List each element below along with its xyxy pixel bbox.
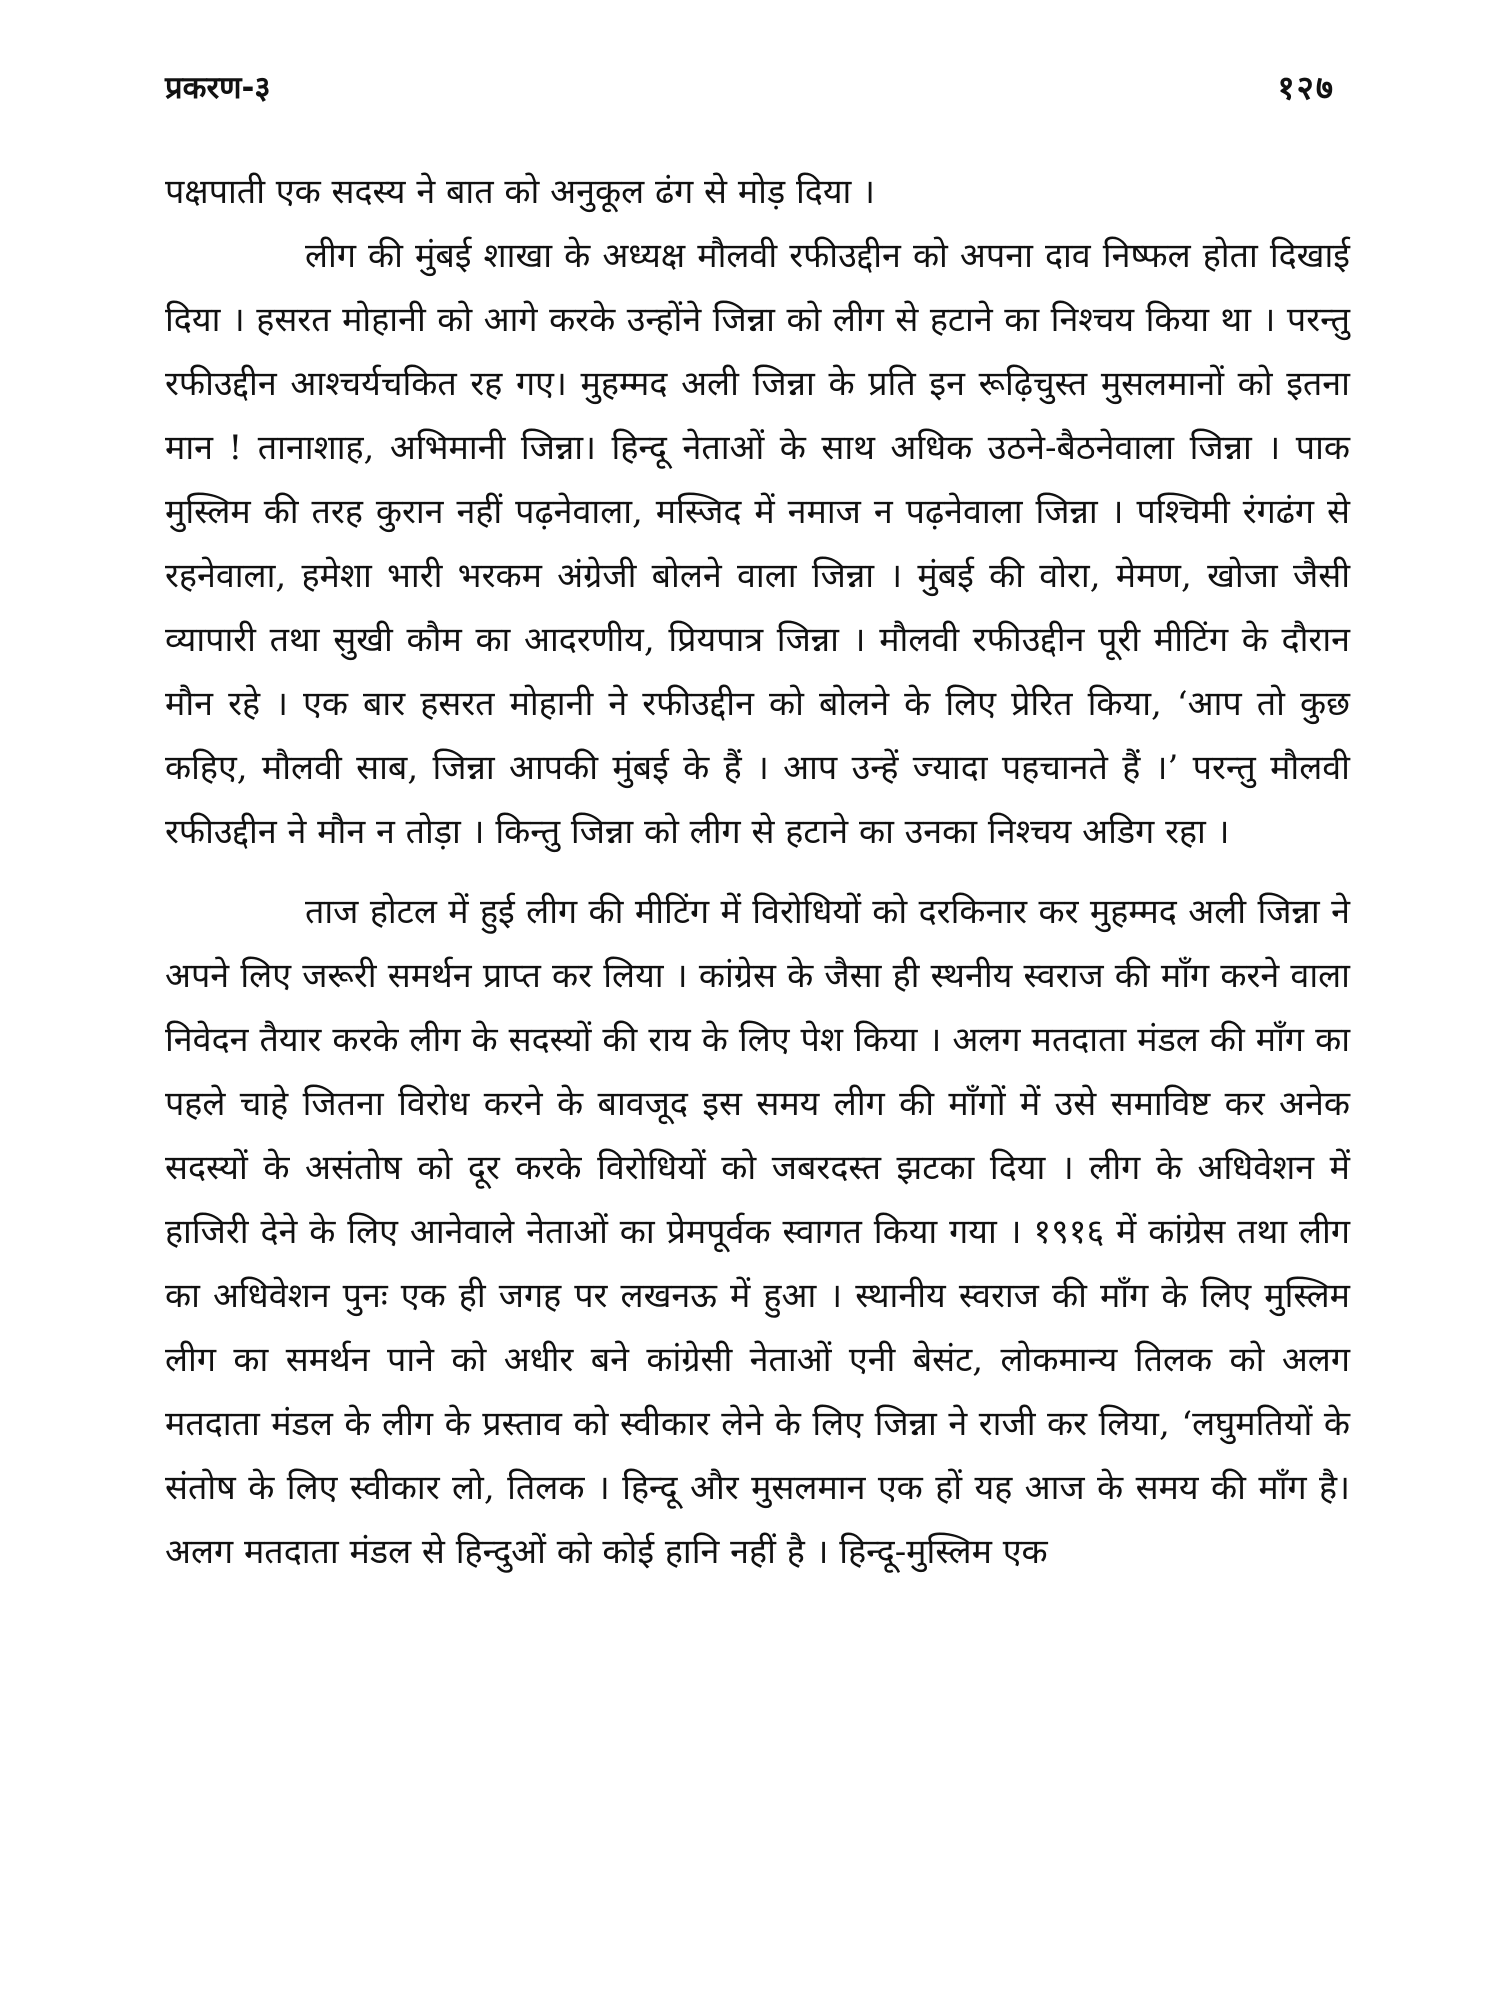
page-number: १२७	[1277, 68, 1335, 107]
paragraph-taj-hotel-meeting: ताज होटल में हुई लीग की मीटिंग में विरोधियों को दरकिनार कर मुहम्मद अली जिन्ना ने अपने लिए जरूरी समर्थन प्राप्त कर लिया । कांग्रेस के जैसा ही स्थनीय स्वराज की माँग करने वाला निवेदन तैयार करके लीग के सदस्यों की राय के लिए पेश किया । अलग मतदाता मंडल की माँग का पहले चाहे जितना विरोध करने के बावजूद इस समय लीग की माँगों में उसे समाविष्ट कर अनेक सदस्यों के असंतोष को दूर करके विरोधियों को जबरदस्त झटका दिया । लीग के अधिवेशन में हाजिरी देने के लिए आनेवाले नेताओं का प्रेमपूर्वक स्वागत किया गया । १९१६ में कांग्रेस तथा लीग का अधिवेशन पुनः एक ही जगह पर लखनऊ में हुआ । स्थानीय स्वराज की माँग के लिए मुस्लिम लीग का समर्थन पाने को अधीर बने कांग्रेसी नेताओं एनी बेसंट, लोकमान्य तिलक को अलग मतदाता मंडल के लीग के प्रस्ताव को स्वीकार लेने के लिए जिन्ना ने राजी कर लिया, ‘लघुमतियों के संतोष के लिए स्वीकार लो, तिलक । हिन्दू और मुसलमान एक हों यह आज के समय की माँग है। अलग मतदाता मंडल से हिन्दुओं को कोई हानि नहीं है । हिन्दू-मुस्लिम एक	[165, 892, 1350, 1572]
body-text	[165, 160, 1350, 1584]
page-header	[165, 68, 1335, 112]
paragraph-continuation: पक्षपाती एक सदस्य ने बात को अनुकूल ढंग से मोड़ दिया ।	[165, 172, 876, 212]
paragraph-rafiuddin: लीग की मुंबई शाखा के अध्यक्ष मौलवी रफीउद्दीन को अपना दाव निष्फल होता दिखाई दिया । हसरत मोहानी को आगे करके उन्होंने जिन्ना को लीग से हटाने का निश्चय किया था । परन्तु रफीउद्दीन आश्चर्यचकित रह गए। मुहम्मद अली जिन्ना के प्रति इन रूढ़िचुस्त मुसलमानों को इतना मान ! तानाशाह, अभिमानी जिन्ना। हिन्दू नेताओं के साथ अधिक उठने-बैठनेवाला जिन्ना । पाक मुस्लिम की तरह कुरान नहीं पढ़नेवाला, मस्जिद में नमाज न पढ़नेवाला जिन्ना । पश्चिमी रंगढंग से रहनेवाला, हमेशा भारी भरकम अंग्रेजी बोलने वाला जिन्ना । मुंबई की वोरा, मेमण, खोजा जैसी व्यापारी तथा सुखी कौम का आदरणीय, प्रियपात्र जिन्ना । मौलवी रफीउद्दीन पूरी मीटिंग के दौरान मौन रहे । एक बार हसरत मोहानी ने रफीउद्दीन को बोलने के लिए प्रेरित किया, ‘आप तो कुछ कहिए, मौलवी साब, जिन्ना आपकी मुंबई के हैं । आप उन्हें ज्यादा पहचानते हैं ।’ परन्तु मौलवी रफीउद्दीन ने मौन न तोड़ा । किन्तु जिन्ना को लीग से हटाने का उनका निश्चय अडिग रहा ।	[165, 236, 1350, 852]
chapter-label: प्रकरण-३	[165, 70, 271, 106]
